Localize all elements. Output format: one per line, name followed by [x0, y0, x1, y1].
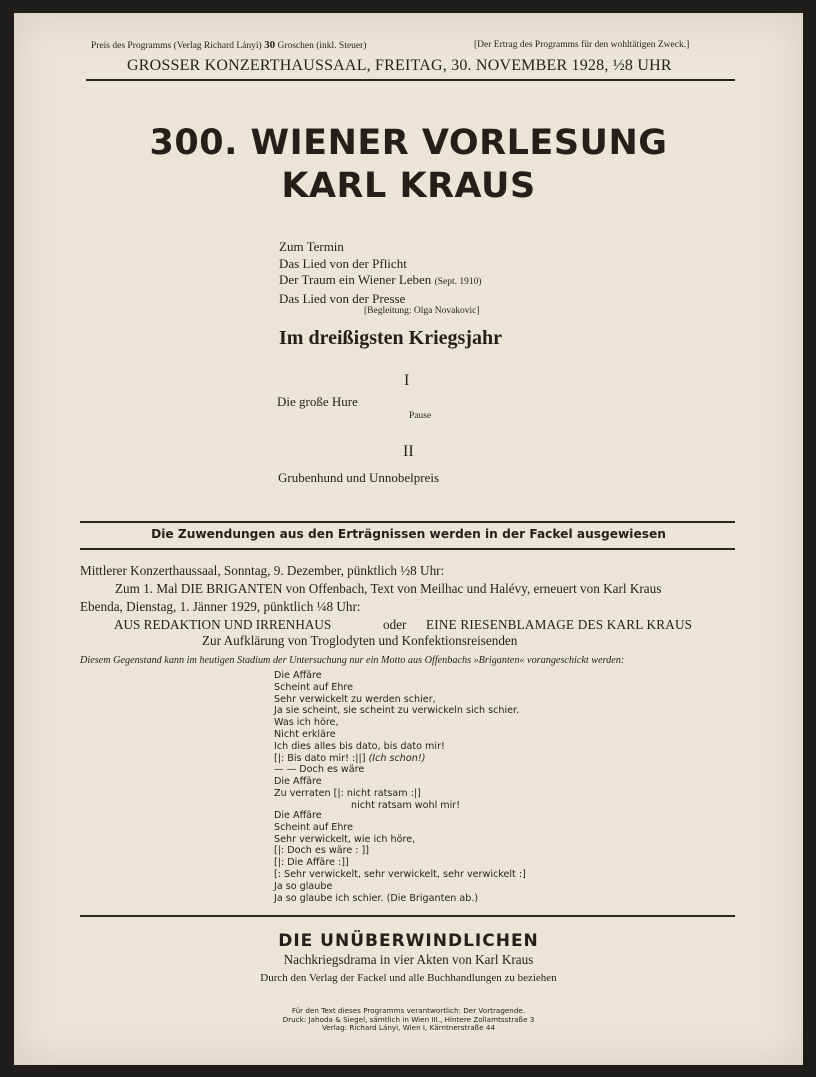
book-subtitle: Nachkriegsdrama in vier Akten von Karl Kraus — [283, 952, 534, 967]
poem-line: [|: Die Affäre :]] — [274, 857, 349, 869]
event1-heading: Mittlerer Konzerthaussaal, Sonntag, 9. Dezember, pünktlich ½8 Uhr: — [80, 563, 445, 578]
pause-note: Pause — [409, 411, 432, 421]
charity-note: [Der Ertrag des Programms für den wohltätigen Zweck.] — [474, 40, 690, 50]
motto-intro: Diesem Gegenstand kann im heutigen Stadium der Untersuchung nur ein Motto aus Offenbachs »Briganten« vorangeschickt werden: — [80, 655, 625, 666]
program-item: Zum Termin — [279, 239, 344, 254]
program-list — [279, 239, 482, 307]
imprint-line: Verlag: Richard Lányi, Wien I, Kärntnerstraße 44 — [321, 1023, 496, 1033]
imprint-line: Für den Text dieses Programms verantwortlich: Der Vortragende. — [291, 1006, 526, 1015]
event2-oder: oder — [383, 617, 407, 632]
event2-subtitle: Zur Aufklärung von Troglodyten und Konfektionsreisenden — [202, 633, 518, 648]
part2-numeral: II — [403, 443, 414, 460]
accompaniment-note: [Begleitung: Olga Novakovic] — [364, 306, 480, 316]
author-title: KARL KRAUS — [281, 166, 536, 206]
program-item: Das Lied von der Pflicht — [279, 255, 407, 271]
poem-line: Ich dies alles bis dato, bis dato mir! — [274, 740, 445, 752]
imprint — [14, 1007, 803, 1033]
poem-line: Nicht erkläre — [274, 728, 336, 740]
poem-stanza-1 — [274, 670, 519, 812]
header-rule — [86, 79, 735, 81]
poem-line: Was ich höre, — [274, 717, 339, 729]
notice-rule-bottom — [80, 548, 735, 550]
poem-line: Die Affäre — [274, 776, 322, 788]
poem-refrain: [|: Bis dato mir! :||] — [274, 752, 366, 764]
poem-line: Sehr verwickelt, wie ich höre, — [274, 833, 416, 845]
poem-stanza-2 — [274, 810, 526, 904]
price-note — [91, 39, 366, 51]
poem-line — [274, 753, 519, 765]
poem-aside: (Ich schon!) — [368, 752, 426, 764]
poem-line: Ja so glaube ich schier. (Die Briganten ab.) — [274, 892, 479, 904]
poem-line: [|: Doch es wäre : ]] — [274, 845, 370, 857]
footer-rule — [80, 915, 735, 917]
poem-line: Ja so glaube — [274, 880, 333, 892]
main-title: 300. WIENER VORLESUNG — [149, 123, 668, 163]
poem-line: Ja sie scheint, sie scheint zu verwickeln sich schier. — [274, 705, 520, 717]
book-availability: Durch den Verlag der Fackel und alle Buchhandlungen zu beziehen — [260, 972, 557, 984]
poem-line: — — Doch es wäre — [274, 764, 365, 776]
event2-title-b: EINE RIESENBLAMAGE DES KARL KRAUS — [426, 617, 693, 632]
poem-line: Zu verraten [|: nicht ratsam :|] — [274, 787, 421, 799]
notice-rule-top — [80, 521, 735, 523]
program-item: Das Lied von der Presse — [279, 290, 406, 306]
poem-line: nicht ratsam wohl mir! — [351, 799, 461, 811]
poem-line: [: Sehr verwickelt, sehr verwickelt, sehr verwickelt :] — [274, 868, 526, 880]
part1-numeral: I — [404, 372, 410, 389]
price-amount: 30 — [264, 39, 276, 51]
poem-line: Die Affäre — [274, 670, 322, 681]
price-currency: Groschen (inkl. Steuer) — [277, 41, 367, 51]
event2-heading: Ebenda, Dienstag, 1. Jänner 1929, pünktlich ¼8 Uhr: — [80, 599, 361, 614]
part1-title: Die große Hure — [277, 394, 358, 409]
program-item-title: Der Traum ein Wiener Leben — [279, 272, 432, 287]
price-label: Preis des Programms (Verlag Richard Lányi) — [91, 41, 262, 51]
poem-line: Scheint auf Ehre — [274, 821, 354, 833]
program-item — [279, 272, 482, 291]
part2-title: Grubenhund und Unnobelpreis — [278, 470, 440, 485]
event2-title-a: AUS REDAKTION UND IRRENHAUS — [114, 617, 332, 632]
book-title: DIE UNÜBERWINDLICHEN — [278, 931, 539, 951]
poem-line: Die Affäre — [274, 810, 322, 821]
venue-line: GROSSER KONZERTHAUSSAAL, FREITAG, 30. NOVEMBER 1928, ½8 UHR — [127, 57, 672, 74]
program-sheet — [14, 13, 803, 1065]
poem-line: Scheint auf Ehre — [274, 681, 354, 693]
poem-line: Sehr verwickelt zu werden schier, — [274, 693, 436, 705]
program-item-date: (Sept. 1910) — [434, 277, 482, 287]
fackel-notice: Die Zuwendungen aus den Erträgnissen werden in der Fackel ausgewiesen — [151, 527, 666, 541]
event1-detail: Zum 1. Mal DIE BRIGANTEN von Offenbach, Text von Meilhac und Halévy, erneuert von Karl Kraus — [115, 581, 662, 596]
main-work-title: Im dreißigsten Kriegsjahr — [279, 327, 502, 349]
imprint-line: Druck: Jahoda & Siegel, sämtlich in Wien III., Hintere Zollamtsstraße 3 — [282, 1014, 535, 1024]
